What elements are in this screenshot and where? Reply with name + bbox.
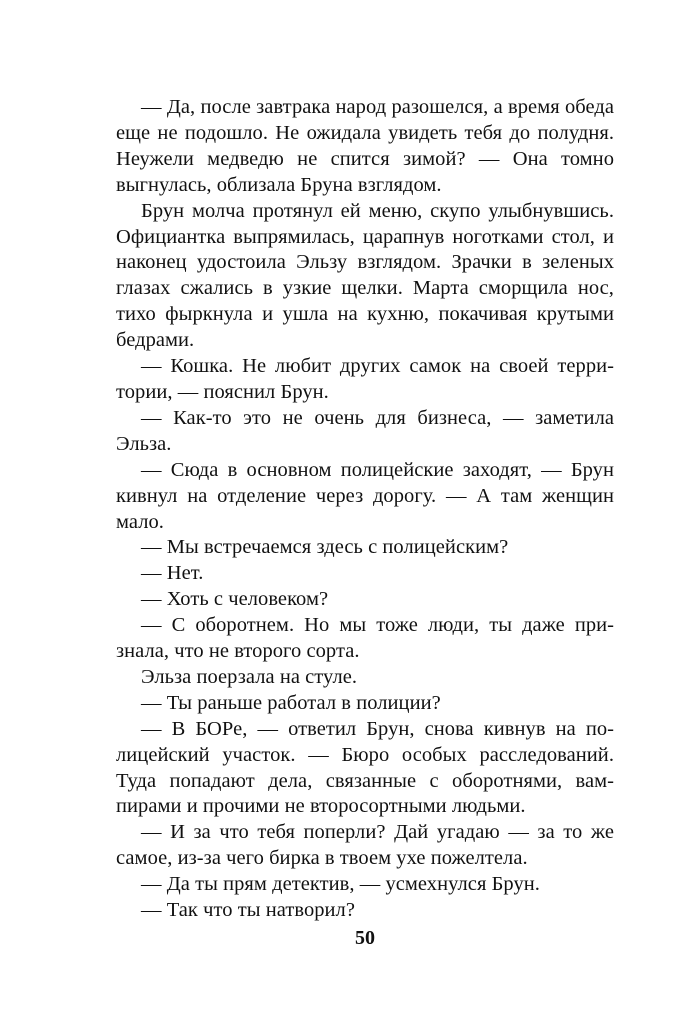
page-text [116, 95, 614, 924]
paragraph-13: — И за что тебя поперли? Дай угадаю — за то же самое, из-за чего бирка в твоем ухе пожелтела. [116, 821, 614, 870]
paragraph-5: — Сюда в основном полицейские заходят, — Брун кивнул на отделение через дорогу. — А там женщин мало. [116, 458, 614, 533]
paragraph-2: Брун молча протянул ей меню, скупо улыбнувшись. Официантка выпрямилась, царапнув ноготками стол, и наконец удостоила Эльзу взглядом. Зрачки в зеленых глазах сжались в узкие щелки. Марта сморщила нос, тихо фыркнула и ушла на кухню, покачивая крутыми бедрами. [116, 199, 614, 352]
paragraph-6: — Мы встречаемся здесь с полицейским? [141, 536, 509, 559]
paragraph-15: — Так что ты натворил? [141, 899, 355, 922]
paragraph-1: — Да, после завтрака народ разошелся, а время обеда еще не подошло. Не ожидала увидеть тебя до полудня. Неужели медведю не спится зимой? — Она томно выгнулась, облизала Бруна взглядом. [116, 96, 614, 196]
paragraph-9: — С оборотнем. Но мы тоже люди, ты даже признала, что не второго сорта. [116, 614, 614, 663]
paragraph-12: — В БОРе, — ответил Брун, снова кивнув на полицейский участок. — Бюро особых расследований. Туда попадают дела, связанные с оборотнями, вампирами и прочими не второсортными людьми. [116, 717, 614, 818]
book-page [116, 95, 614, 995]
paragraph-4: — Как-то это не очень для бизнеса, — заметила Эльза. [116, 406, 614, 455]
paragraph-3: — Кошка. Не любит других самок на своей территории, — пояснил Брун. [116, 355, 614, 403]
paragraph-7: — Нет. [141, 562, 204, 585]
paragraph-14: — Да ты прям детектив, — усмехнулся Брун. [141, 873, 540, 896]
paragraph-11: — Ты раньше работал в полиции? [141, 691, 441, 714]
paragraph-8: — Хоть с человеком? [141, 588, 329, 611]
paragraph-10: Эльза поерзала на стуле. [141, 665, 358, 688]
page-number: 50 [355, 927, 375, 949]
